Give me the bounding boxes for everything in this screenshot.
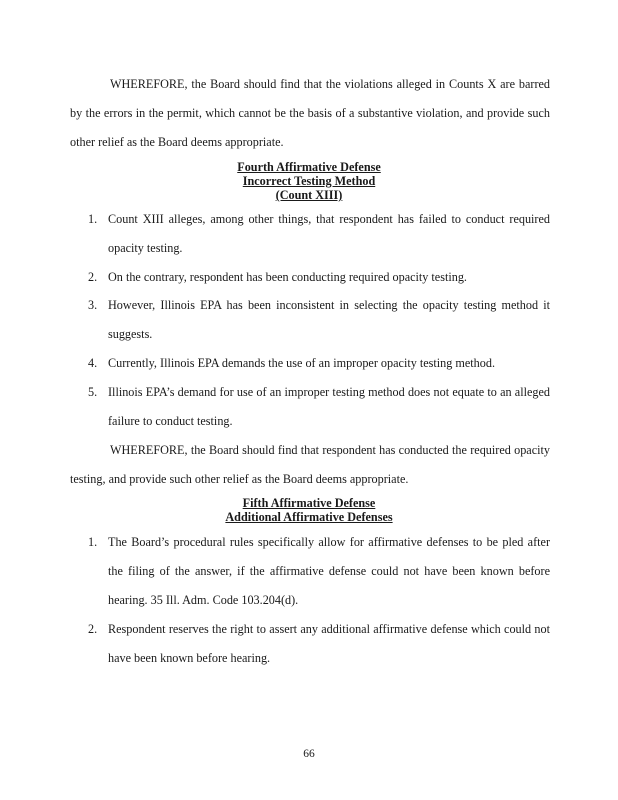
fourth-defense-subtitle: Incorrect Testing Method — [242, 174, 376, 188]
item-number: 5. — [88, 385, 98, 399]
fourth-defense-item-4 — [88, 349, 550, 378]
fourth-defense-item-5 — [88, 378, 550, 436]
wherefore-paragraph-2: WHEREFORE, the Board should find that respondent has conducted the required opacity testing, and provide such other relief as the Board deems appropriate. — [70, 443, 550, 486]
fourth-defense-heading — [0, 160, 618, 202]
item-text: Illinois EPA’s demand for use of an improper testing method does not equate to an alleged failure to conduct testing. — [108, 385, 550, 428]
item-number: 2. — [88, 622, 98, 636]
item-text: Respondent reserves the right to assert any additional affirmative defense which could not have been known before hearing. — [108, 622, 550, 665]
page-number: 66 — [303, 748, 315, 760]
fifth-defense-item-2 — [88, 615, 550, 673]
item-number: 1. — [88, 212, 98, 226]
fifth-defense-title: Fifth Affirmative Defense — [242, 496, 376, 510]
item-number: 4. — [88, 356, 98, 370]
item-text: The Board’s procedural rules specifically allow for affirmative defenses to be pled after the filing of the answer, if the affirmative defense could not have been known before hearing. 35 Ill. Adm. Code 103.204(d). — [108, 535, 550, 607]
fifth-defense-item-1 — [88, 528, 550, 615]
item-text: Count XIII alleges, among other things, that respondent has failed to conduct required opacity testing. — [108, 212, 550, 255]
item-text: However, Illinois EPA has been inconsistent in selecting the opacity testing method it suggests. — [108, 298, 550, 341]
item-text: On the contrary, respondent has been conducting required opacity testing. — [108, 270, 467, 284]
fourth-defense-item-3 — [88, 291, 550, 349]
fifth-defense-heading — [0, 496, 618, 524]
item-number: 2. — [88, 270, 98, 284]
item-text: Currently, Illinois EPA demands the use of an improper opacity testing method. — [108, 356, 496, 370]
wherefore-paragraph-1: WHEREFORE, the Board should find that the violations alleged in Counts X are barred by the errors in the permit, which cannot be the basis of a substantive violation, and provide such other relief as the Board deems appropriate. — [70, 77, 550, 149]
fourth-defense-title: Fourth Affirmative Defense — [237, 160, 381, 174]
fourth-defense-item-2 — [88, 263, 550, 292]
fourth-defense-count: (Count XIII) — [275, 188, 343, 202]
fifth-defense-subtitle: Additional Affirmative Defenses — [225, 510, 393, 524]
fourth-defense-item-1 — [88, 205, 550, 263]
item-number: 1. — [88, 535, 98, 549]
item-number: 3. — [88, 298, 98, 312]
